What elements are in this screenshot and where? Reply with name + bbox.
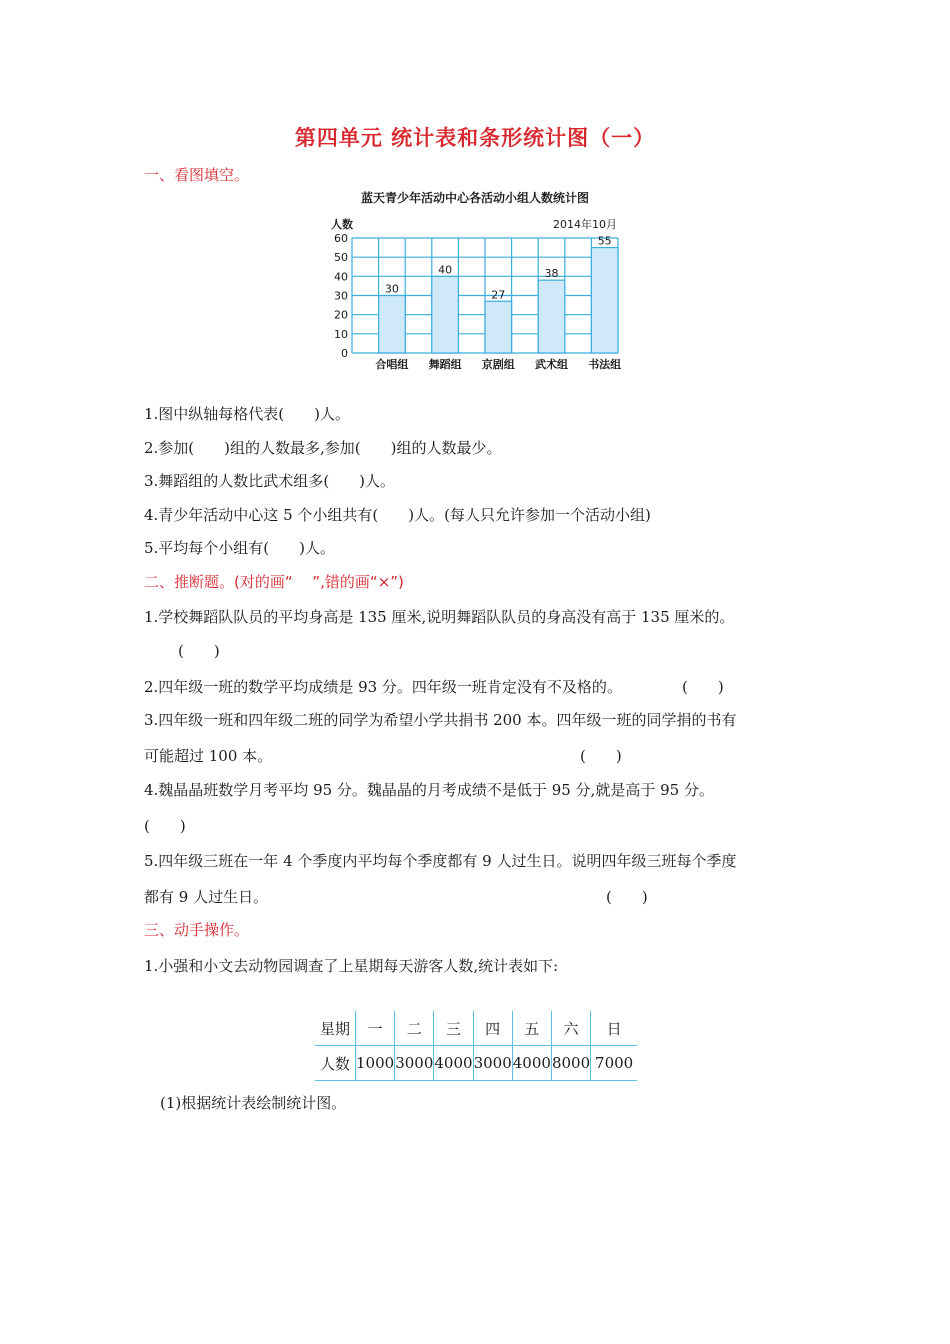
bar-chart-svg (330, 188, 630, 378)
bar-2 (485, 301, 512, 353)
section-2-heading: 二、推断题。(对的画“ ”,错的画“×”) (144, 573, 404, 591)
question-1-4: 4.青少年活动中心这 5 个小组共有( )人。(每人只允许参加一个活动小组) (144, 506, 651, 524)
table-cell-day: 三 (434, 1011, 473, 1046)
table-cell-day: 六 (551, 1011, 590, 1046)
section-3-heading: 三、动手操作。 (144, 921, 250, 939)
chart-bars (379, 235, 618, 353)
bar-0 (379, 296, 406, 354)
table-cell-count: 3000 (395, 1046, 434, 1081)
bar-3 (538, 280, 565, 353)
bar-value-label: 38 (544, 267, 559, 281)
table-row-days (315, 1011, 637, 1046)
x-tick-label: 合唱组 (375, 358, 409, 371)
judge-4: 4.魏晶晶班数学月考平均 95 分。魏晶晶的月考成绩不是低于 95 分,就是高于 95 分。 (144, 781, 714, 799)
bar-value-label: 30 (384, 282, 399, 296)
judge-2: 2.四年级一班的数学平均成绩是 93 分。四年级一班肯定没有不及格的。 (144, 678, 622, 696)
table-cell-count: 8000 (551, 1046, 590, 1081)
bar-1 (432, 276, 459, 353)
judge-5-line-2: 都有 9 人过生日。 (144, 888, 269, 906)
judge-3-answer-blank: ( ) (580, 747, 622, 765)
table-cell-day: 二 (395, 1011, 434, 1046)
operation-1-sub-1: (1)根据统计表绘制统计图。 (160, 1094, 347, 1112)
table-cell-day: 五 (512, 1011, 551, 1046)
bar-value-label: 55 (597, 234, 612, 248)
bar-chart (330, 188, 630, 378)
table-cell-day: 四 (473, 1011, 512, 1046)
bar-4 (591, 248, 618, 353)
section-1-heading: 一、看图填空。 (144, 166, 250, 184)
y-axis-label: 人数 (331, 218, 353, 231)
judge-3-line-2: 可能超过 100 本。 (144, 747, 273, 765)
judge-4-answer-blank: ( ) (144, 817, 186, 835)
y-tick-label: 30 (334, 289, 348, 303)
y-tick-label: 50 (334, 251, 348, 265)
table-row-counts (315, 1046, 637, 1081)
question-1-5: 5.平均每个小组有( )人。 (144, 539, 336, 557)
table-header-weekday: 星期 (315, 1011, 356, 1046)
question-1-2: 2.参加( )组的人数最多,参加( )组的人数最少。 (144, 439, 502, 457)
x-tick-label: 舞蹈组 (428, 358, 462, 371)
chart-title: 蓝天青少年活动中心各活动小组人数统计图 (360, 191, 590, 205)
x-tick-label: 书法组 (588, 358, 622, 371)
x-tick-label: 京剧组 (481, 358, 515, 371)
chart-date: 2014年10月 (553, 218, 617, 231)
x-tick-label: 武术组 (535, 358, 568, 371)
judge-3-line-1: 3.四年级一班和四年级二班的同学为希望小学共捐书 200 本。四年级一班的同学捐的书有 (144, 711, 737, 729)
table-cell-count: 4000 (512, 1046, 551, 1081)
question-1-1: 1.图中纵轴每格代表( )人。 (144, 405, 351, 423)
judge-2-answer-blank: ( ) (682, 678, 724, 696)
page-title: 第四单元 统计表和条形统计图（一） (294, 126, 656, 150)
table-cell-count: 3000 (473, 1046, 512, 1081)
table-header-count: 人数 (315, 1046, 356, 1081)
judge-5-answer-blank: ( ) (606, 888, 648, 906)
table-cell-day: 一 (356, 1011, 395, 1046)
bar-value-label: 27 (491, 288, 506, 302)
table-cell-count: 1000 (356, 1046, 395, 1081)
y-tick-label: 10 (334, 327, 348, 341)
bar-value-label: 40 (438, 263, 453, 277)
y-tick-label: 60 (334, 232, 348, 245)
y-tick-label: 40 (334, 270, 348, 284)
table-cell-count: 7000 (591, 1046, 638, 1081)
visitor-table (315, 1011, 637, 1081)
y-tick-labels (334, 232, 348, 360)
y-tick-label: 20 (334, 308, 348, 322)
table-cell-day: 日 (591, 1011, 638, 1046)
judge-1: 1.学校舞蹈队队员的平均身高是 135 厘米,说明舞蹈队队员的身高没有高于 135 厘米的。 (144, 608, 735, 626)
table-cell-count: 4000 (434, 1046, 473, 1081)
question-1-3: 3.舞蹈组的人数比武术组多( )人。 (144, 472, 396, 490)
operation-1: 1.小强和小文去动物园调查了上星期每天游客人数,统计表如下: (144, 957, 559, 975)
x-tick-labels (375, 357, 621, 371)
y-tick-label: 0 (341, 347, 348, 360)
judge-1-answer-blank: ( ) (178, 642, 220, 660)
judge-5-line-1: 5.四年级三班在一年 4 个季度内平均每个季度都有 9 人过生日。说明四年级三班每个季度 (144, 852, 737, 870)
